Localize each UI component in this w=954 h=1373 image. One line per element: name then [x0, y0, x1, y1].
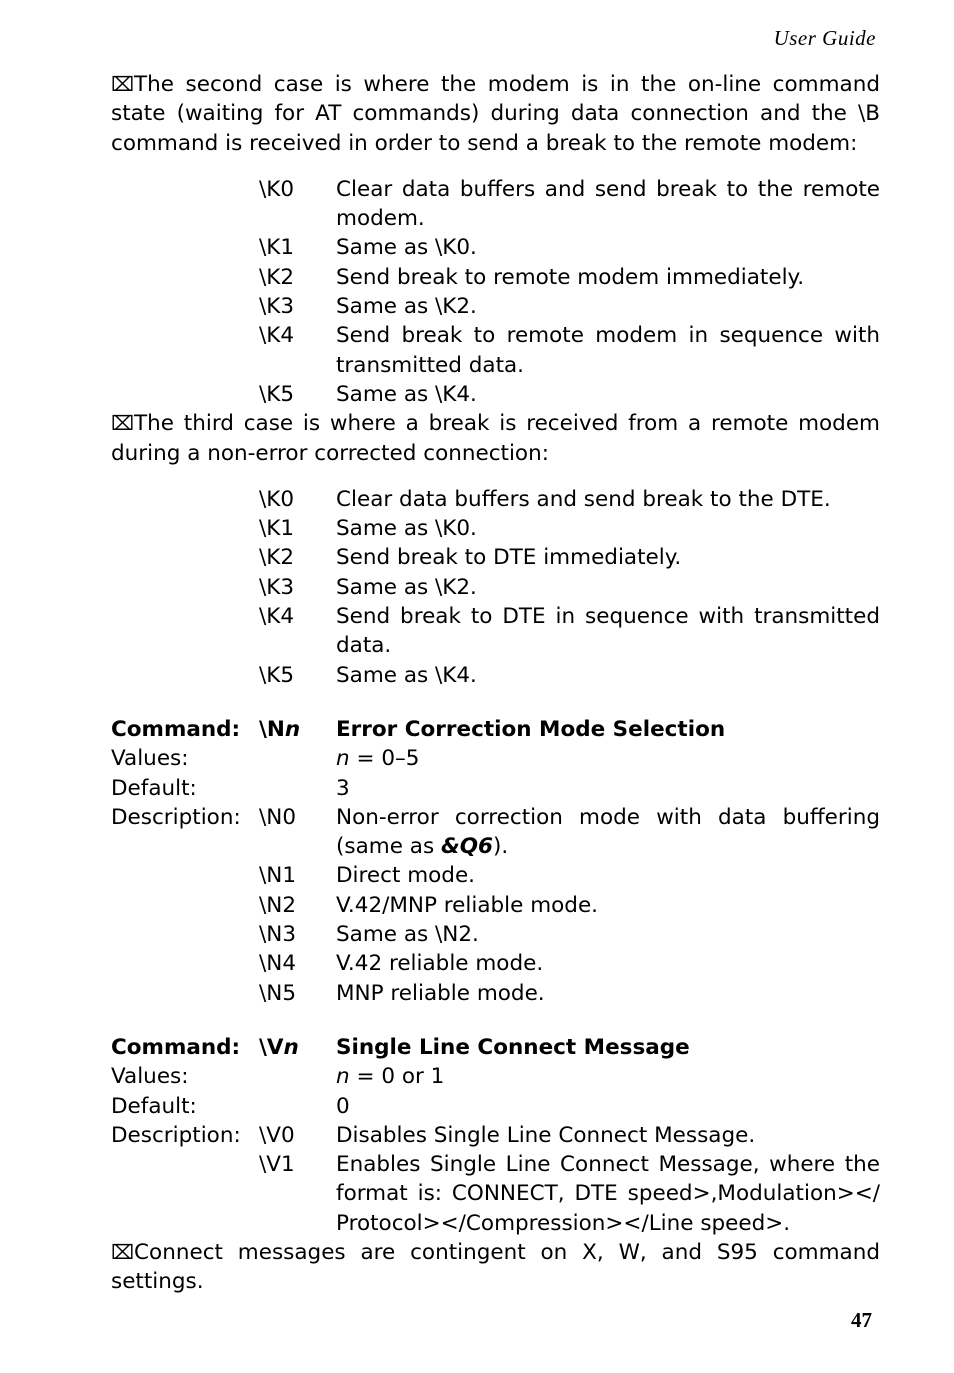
list-item [111, 573, 880, 602]
envelope-x-icon: ⌧ [111, 72, 135, 96]
list-item [111, 233, 880, 262]
description-label: Description: [111, 1122, 241, 1148]
item-code: \N5 [259, 980, 297, 1006]
item-code: \K3 [259, 294, 295, 320]
default-value: 3 [336, 775, 350, 801]
list-item [111, 920, 880, 949]
values-row [111, 744, 880, 773]
item-text: Send break to DTE immediately. [336, 545, 682, 571]
list-item [111, 485, 880, 514]
command-title: Error Correction Mode Selection [336, 716, 726, 742]
list-item [111, 292, 880, 321]
item-code: \V0 [259, 1122, 295, 1148]
page-number: 47 [851, 1308, 872, 1332]
default-label: Default: [111, 1093, 197, 1119]
item-code: \K2 [259, 545, 295, 571]
list-item [111, 321, 880, 380]
command-title: Single Line Connect Message [336, 1034, 690, 1060]
command-n-block [111, 715, 880, 1008]
values-label: Values: [111, 1064, 189, 1090]
item-code: \K0 [259, 176, 295, 202]
item-text: Non-error correction mode with data buffering (same as &Q6). [336, 804, 880, 860]
command-code: \Vn [259, 1034, 299, 1060]
section2-list [111, 485, 880, 690]
envelope-x-icon: ⌧ [111, 1239, 135, 1264]
item-text: V.42/MNP reliable mode. [336, 892, 599, 918]
item-text: Clear data buffers and send break to the DTE. [336, 486, 831, 512]
default-row [111, 1092, 880, 1121]
item-code: \K5 [259, 662, 295, 688]
list-item [111, 175, 880, 234]
default-value: 0 [336, 1093, 350, 1119]
item-code: \K2 [259, 264, 295, 290]
values-text: n = 0–5 [336, 746, 420, 772]
item-text: Disables Single Line Connect Message. [336, 1122, 756, 1148]
item-text: Same as \K2. [336, 574, 477, 600]
command-heading [111, 715, 880, 744]
item-code: \K4 [259, 323, 295, 349]
item-code: \K1 [259, 235, 295, 261]
item-code: \N4 [259, 951, 297, 977]
item-text: Same as \K2. [336, 294, 477, 320]
section1-list [111, 175, 880, 409]
list-item [111, 263, 880, 292]
default-label: Default: [111, 775, 197, 801]
item-code: \K5 [259, 381, 295, 407]
item-text: Clear data buffers and send break to the remote modem. [336, 176, 880, 232]
command-heading [111, 1033, 880, 1062]
item-text: Same as \K4. [336, 662, 477, 688]
item-text: Enables Single Line Connect Message, where the format is: CONNECT, DTE speed>,Modulation></ Protocol></Compression></Line speed>. [336, 1152, 880, 1236]
envelope-x-icon: ⌧ [111, 411, 135, 436]
footnote: ⌧Connect messages are contingent on X, W, and S95 command settings. [111, 1239, 880, 1295]
item-text: Same as \K0. [336, 516, 477, 542]
default-row [111, 774, 880, 803]
values-label: Values: [111, 746, 189, 772]
command-label: Command: [111, 1034, 241, 1060]
list-item [111, 602, 880, 661]
list-item [111, 979, 880, 1008]
item-code: \V1 [259, 1152, 295, 1178]
item-code: \N1 [259, 863, 297, 889]
item-text: Same as \K4. [336, 381, 477, 407]
item-text: MNP reliable mode. [336, 980, 545, 1006]
item-text: Send break to remote modem immediately. [336, 264, 805, 290]
command-code: \Nn [259, 716, 301, 742]
item-text: Same as \N2. [336, 922, 479, 948]
list-item [111, 891, 880, 920]
page-body [111, 70, 880, 1297]
item-code: \N3 [259, 922, 297, 948]
running-header: User Guide [773, 26, 876, 50]
section1-intro: ⌧The second case is where the modem is in the on-line command state (waiting for AT commands) during data connection and the \B command is received in order to send a break to the remote modem: [111, 72, 880, 156]
description-label: Description: [111, 804, 241, 830]
item-text: Send break to DTE in sequence with transmitted data. [336, 604, 880, 659]
list-item [111, 1150, 880, 1238]
values-row [111, 1062, 880, 1091]
section2-intro: ⌧The third case is where a break is received from a remote modem during a non-error corrected connection: [111, 411, 880, 466]
list-item [111, 949, 880, 978]
item-text: Direct mode. [336, 863, 476, 889]
item-text: Send break to remote modem in sequence with transmitted data. [336, 323, 880, 378]
item-text: Same as \K0. [336, 235, 477, 261]
description-row [111, 803, 880, 862]
command-reference: &Q6 [440, 834, 493, 860]
item-text: V.42 reliable mode. [336, 951, 544, 977]
description-row [111, 1121, 880, 1150]
item-code: \K4 [259, 604, 295, 630]
item-code: \N2 [259, 892, 297, 918]
item-code: \K1 [259, 516, 295, 542]
list-item [111, 543, 880, 572]
item-code: \K0 [259, 486, 295, 512]
list-item [111, 514, 880, 543]
command-label: Command: [111, 716, 241, 742]
item-code: \K3 [259, 574, 295, 600]
list-item [111, 380, 880, 409]
command-v-block [111, 1033, 880, 1238]
values-text: n = 0 or 1 [336, 1064, 445, 1090]
list-item [111, 661, 880, 690]
item-code: \N0 [259, 804, 297, 830]
list-item [111, 861, 880, 890]
